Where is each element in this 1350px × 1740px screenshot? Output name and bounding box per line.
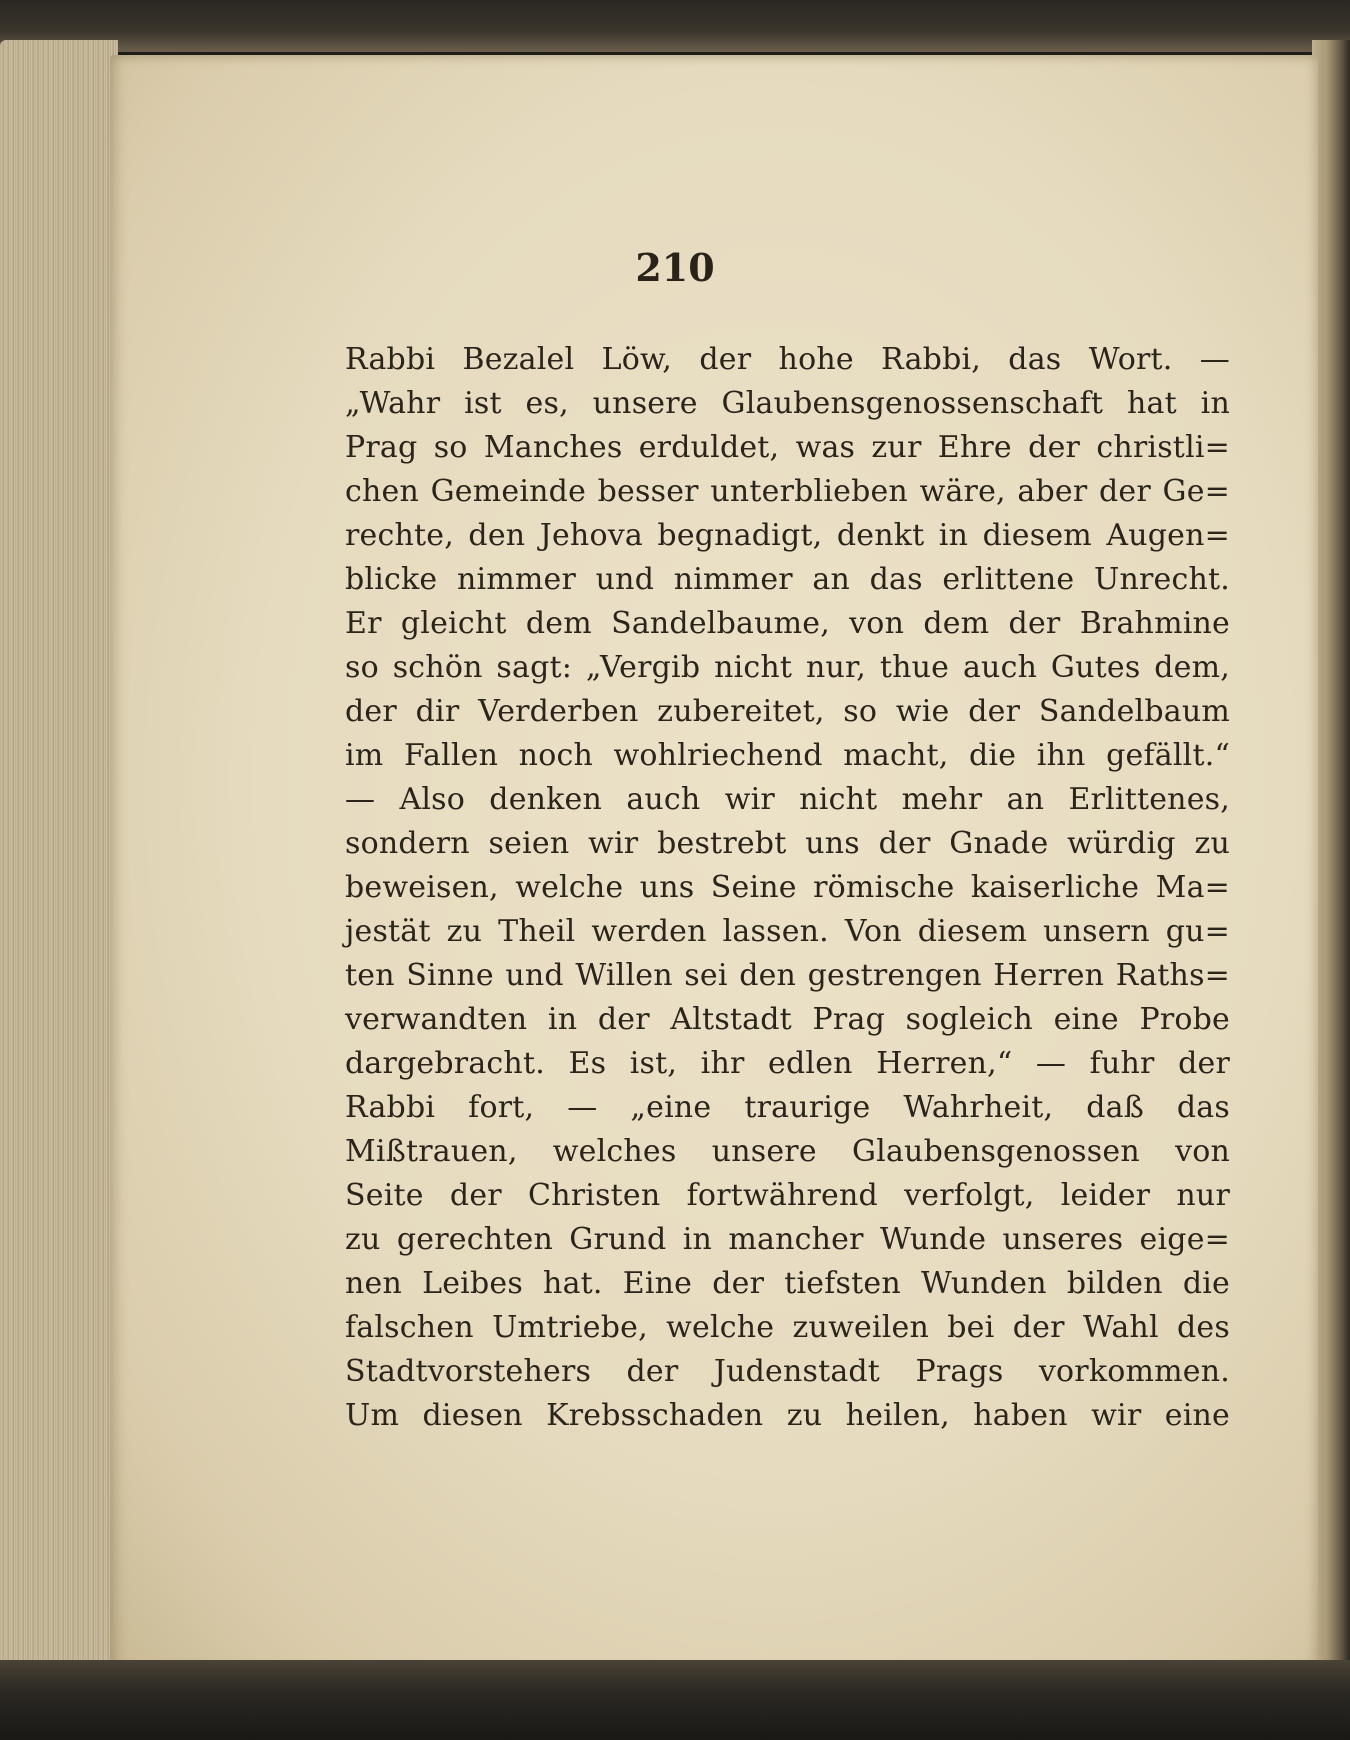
text-line: im Fallen noch wohlriechend macht, die ihn gefällt.“ bbox=[345, 738, 1230, 773]
text-line: Stadtvorstehers der Judenstadt Prags vorkommen. bbox=[345, 1354, 1230, 1389]
text-line: „Wahr ist es, unsere Glaubensgenossenschaft hat in bbox=[345, 386, 1230, 421]
text-line: beweisen, welche uns Seine römische kaiserliche Ma= bbox=[345, 870, 1230, 905]
text-line: der dir Verderben zubereitet, so wie der Sandelbaum bbox=[345, 694, 1230, 729]
text-line: ten Sinne und Willen sei den gestrengen Herren Raths= bbox=[345, 958, 1230, 993]
text-line: Rabbi fort, — „eine traurige Wahrheit, daß das bbox=[345, 1090, 1230, 1125]
body-text bbox=[345, 338, 1230, 1438]
text-line: chen Gemeinde besser unterblieben wäre, aber der Ge= bbox=[345, 474, 1230, 509]
text-line: Rabbi Bezalel Löw, der hohe Rabbi, das Wort. — bbox=[345, 342, 1230, 377]
text-line: Mißtrauen, welches unsere Glaubensgenossen von bbox=[345, 1134, 1230, 1169]
text-line: blicke nimmer und nimmer an das erlittene Unrecht. bbox=[345, 562, 1230, 597]
text-line: dargebracht. Es ist, ihr edlen Herren,“ — fuhr der bbox=[345, 1046, 1230, 1081]
text-line: jestät zu Theil werden lassen. Von diesem unsern gu= bbox=[345, 914, 1230, 949]
text-line: zu gerechten Grund in mancher Wunde unseres eige= bbox=[345, 1222, 1230, 1257]
text-line: rechte, den Jehova begnadigt, denkt in diesem Augen= bbox=[345, 518, 1230, 553]
book-cover-bottom bbox=[0, 1660, 1350, 1740]
text-line: sondern seien wir bestrebt uns der Gnade würdig zu bbox=[345, 826, 1230, 861]
page-number: 210 bbox=[635, 245, 715, 290]
book-cover-top bbox=[0, 0, 1350, 52]
text-line: Er gleicht dem Sandelbaume, von dem der Brahmine bbox=[345, 606, 1230, 641]
text-line: — Also denken auch wir nicht mehr an Erlittenes, bbox=[345, 782, 1230, 817]
text-line: falschen Umtriebe, welche zuweilen bei der Wahl des bbox=[345, 1310, 1230, 1345]
text-line: Um diesen Krebsschaden zu heilen, haben wir eine bbox=[345, 1398, 1230, 1433]
text-line: nen Leibes hat. Eine der tiefsten Wunden bilden die bbox=[345, 1266, 1230, 1301]
text-line: so schön sagt: „Vergib nicht nur, thue auch Gutes dem, bbox=[345, 650, 1230, 685]
text-line: Prag so Manches erduldet, was zur Ehre der christli= bbox=[345, 430, 1230, 465]
text-line: verwandten in der Altstadt Prag sogleich eine Probe bbox=[345, 1002, 1230, 1037]
text-line: Seite der Christen fortwährend verfolgt, leider nur bbox=[345, 1178, 1230, 1213]
